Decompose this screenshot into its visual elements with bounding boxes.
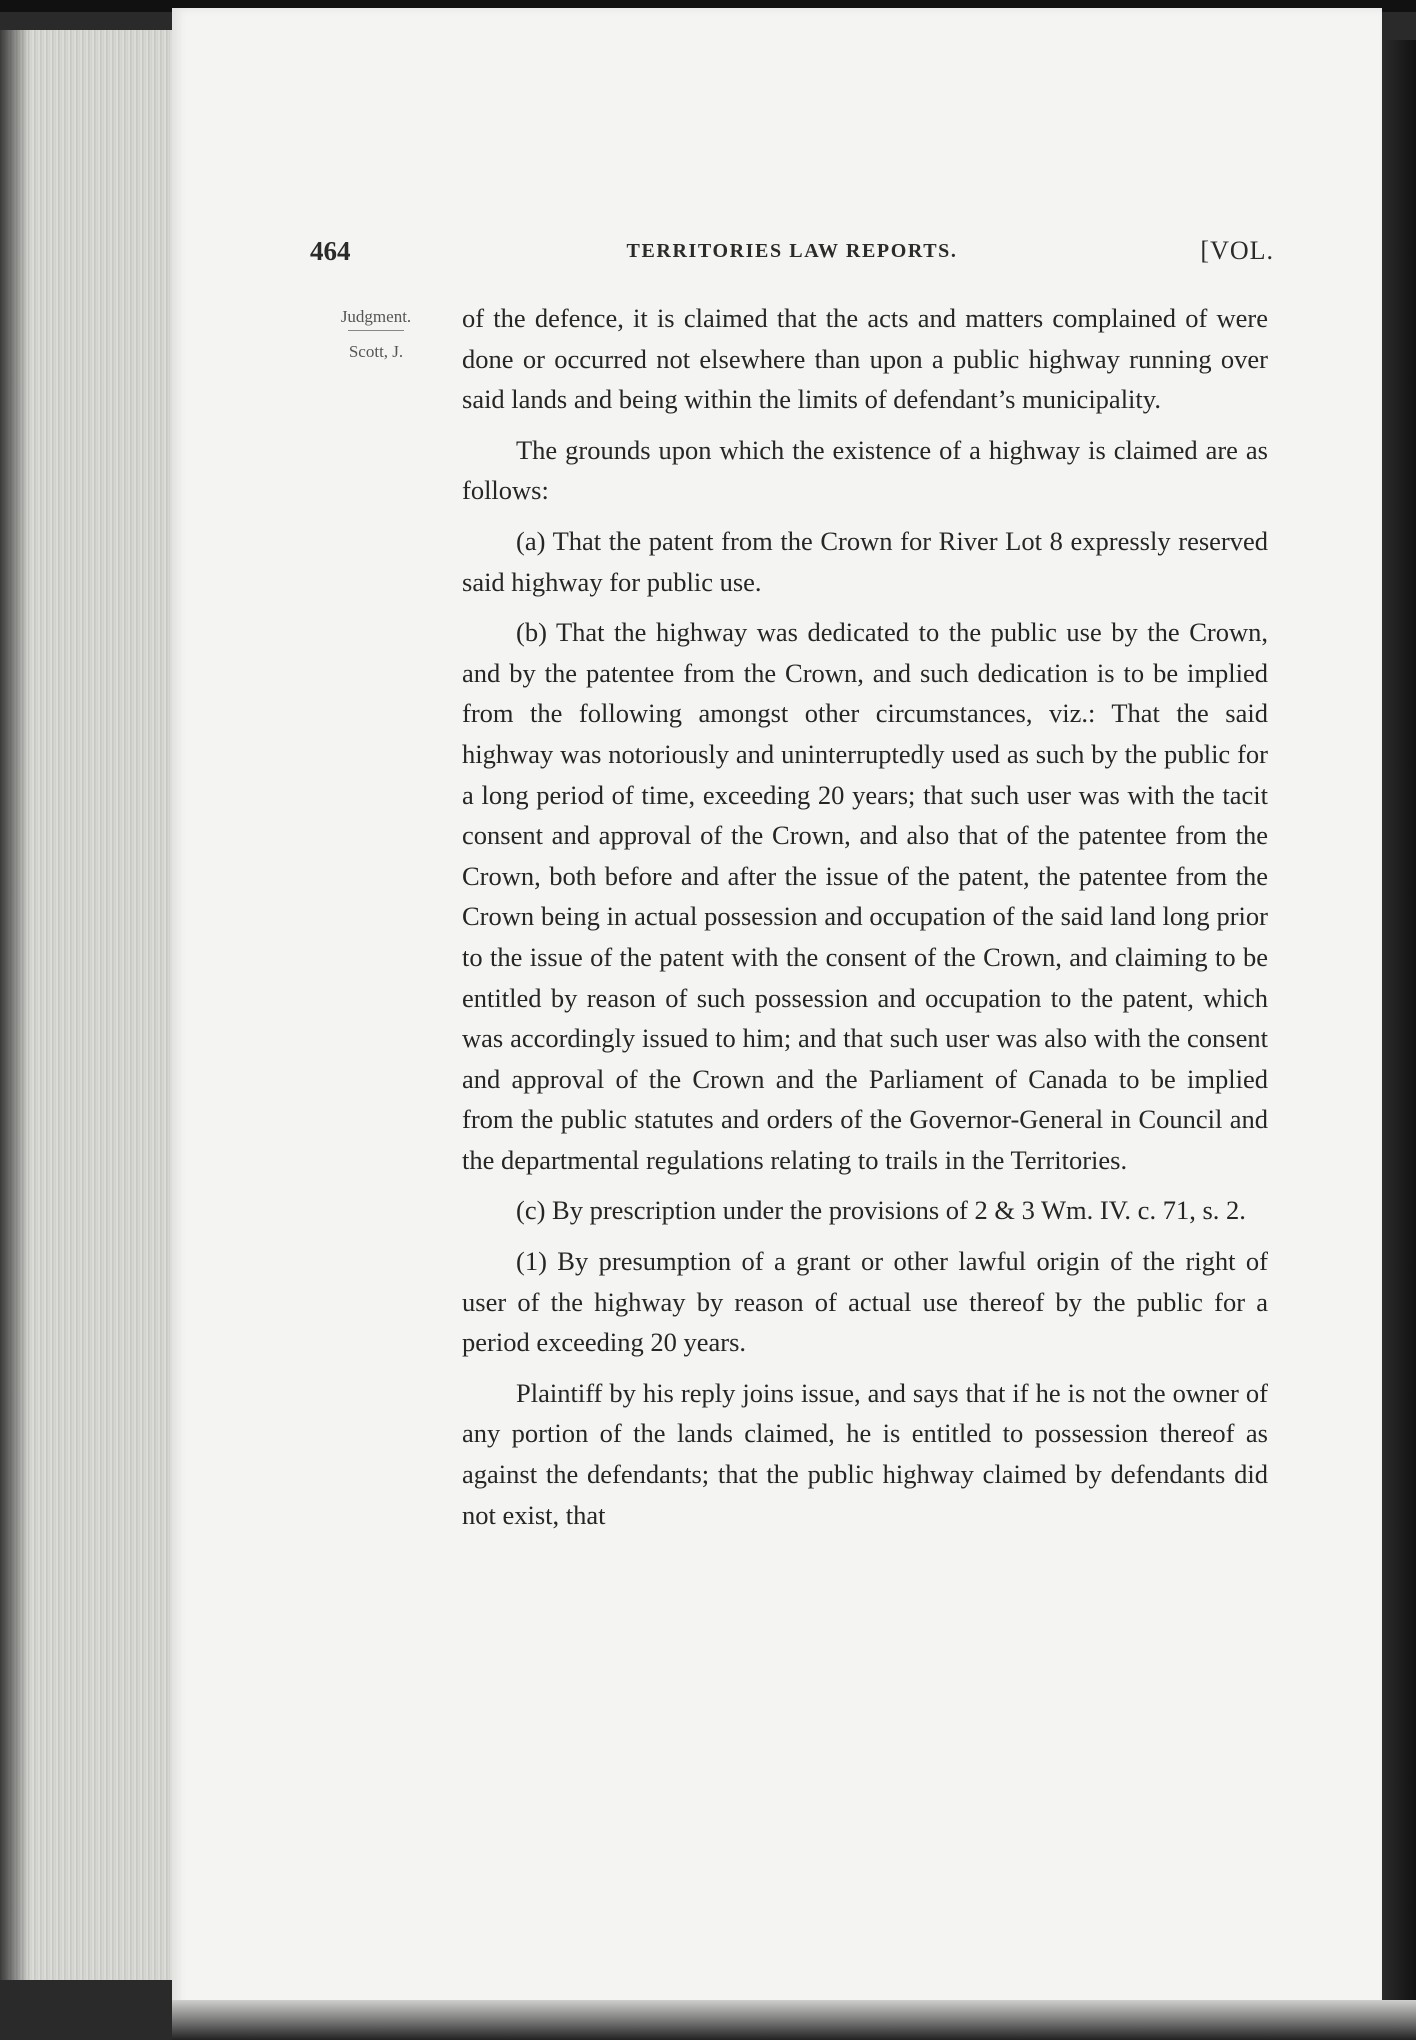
running-head bbox=[310, 236, 1274, 276]
paragraph: The grounds upon which the existence of a highway is claimed are as follows: bbox=[462, 434, 1268, 506]
book-edge-shadow bbox=[0, 30, 30, 1980]
binding-shadow bbox=[1382, 40, 1416, 2040]
paragraph: (c) By prescription under the provisions of 2 & 3 Wm. IV. c. 71, s. 2. bbox=[516, 1195, 1246, 1226]
page-number: 464 bbox=[310, 236, 351, 266]
margin-note bbox=[316, 298, 436, 371]
paragraph: of the defence, it is claimed that the acts and matters complained of were done or occurred not elsewhere than upon a public highway running over said lands and being within the limits of defendant’s municipality. bbox=[462, 303, 1268, 415]
body-text bbox=[462, 298, 1268, 1545]
margin-note-judge: Scott, J. bbox=[348, 342, 404, 361]
margin-note-judgment: Judgment. bbox=[340, 307, 412, 326]
page-title: TERRITORIES LAW REPORTS. bbox=[626, 240, 958, 262]
scan-background-bottom bbox=[172, 2000, 1416, 2040]
paragraph: (1) By presumption of a grant or other lawful origin of the right of user of the highway by reason of actual use thereof by the public for a period exceeding 20 years. bbox=[462, 1246, 1268, 1358]
paragraph: Plaintiff by his reply joins issue, and says that if he is not the owner of any portion of the lands claimed, he is entitled to possession thereof as against the defendants; that the public highway claimed by defendants did not exist, that bbox=[462, 1377, 1268, 1530]
paragraph: (b) That the highway was dedicated to the public use by the Crown, and by the patentee from the Crown, and such dedication is to be implied from the following amongst other circumstances, viz.: That the said highway was notoriously and uninterruptedly used as such by the public for a long period of time, exceeding 20 years; that such user was with the tacit consent and approval of the Crown, and also that of the patentee from the Crown, both before and after the issue of the patent, the patentee from the Crown being in actual possession and occupation of the said land long prior to the issue of the patent with the consent of the Crown, and claiming to be entitled by reason of such possession and occupation to the patent, which was accordingly issued to him; and that such user was also with the consent and approval of the Crown and the Parliament of Canada to be implied from the public statutes and orders of the Governor-General in Council and the departmental regulations relating to trails in the Territories. bbox=[462, 617, 1268, 1175]
volume-label: [VOL. bbox=[1200, 236, 1274, 265]
paragraph: (a) That the patent from the Crown for River Lot 8 expressly reserved said highway for public use. bbox=[462, 525, 1268, 597]
